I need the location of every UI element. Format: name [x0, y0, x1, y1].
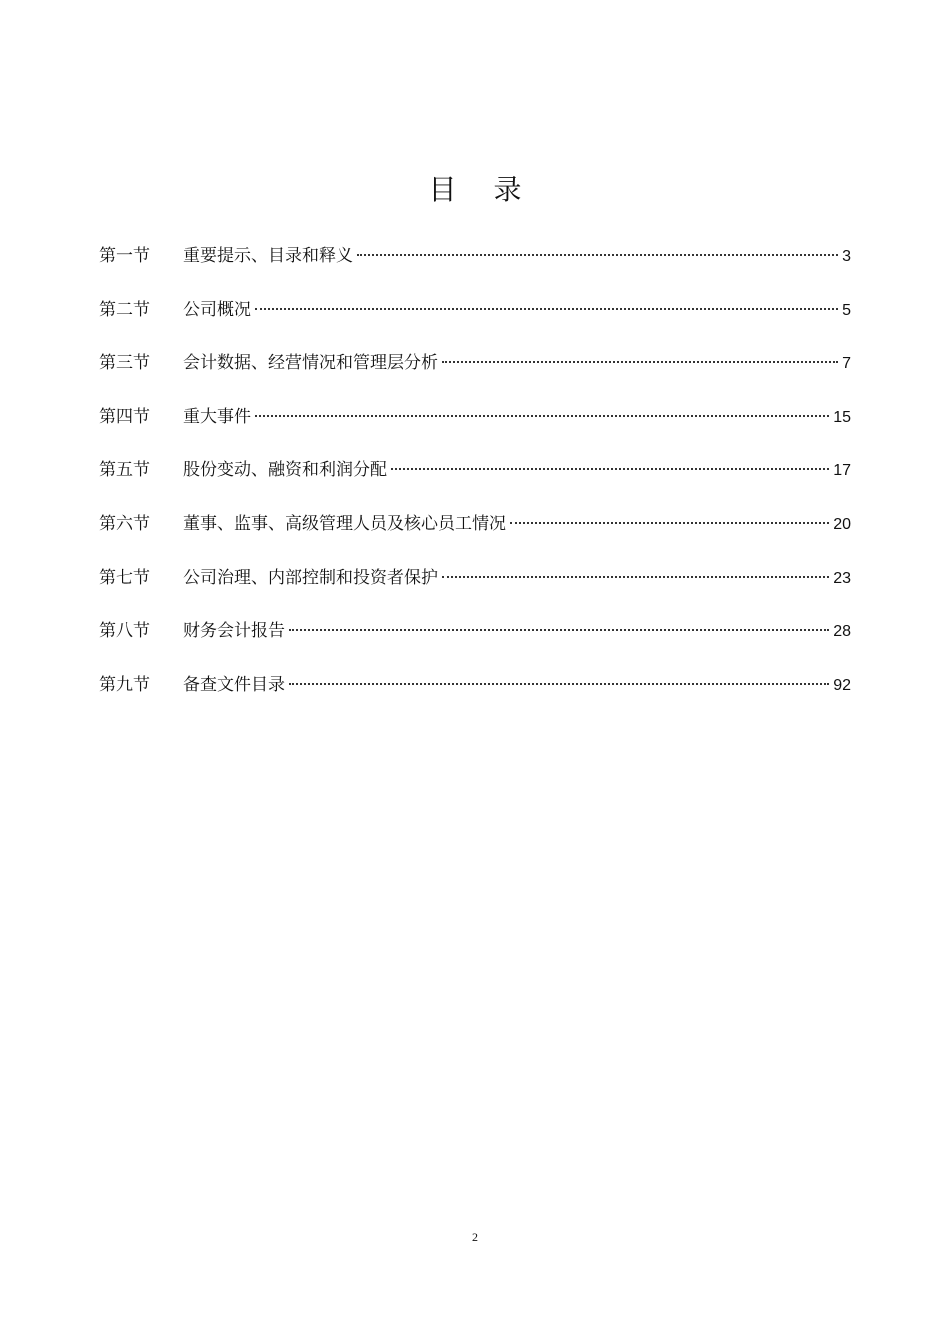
toc-page-number: 15 [833, 408, 851, 426]
dot-leader [357, 254, 838, 256]
toc-entry-title: 股份变动、融资和利润分配 [183, 460, 387, 481]
toc-entry-title: 重大事件 [183, 406, 251, 427]
toc-section-label: 第九节 [99, 674, 150, 695]
toc-page-number: 7 [842, 355, 851, 373]
toc-entry-4[interactable] [99, 401, 851, 455]
toc-section-label: 第一节 [99, 246, 150, 266]
table-of-contents [99, 240, 851, 722]
toc-section-label: 第八节 [99, 621, 150, 642]
toc-section-label: 第四节 [99, 406, 150, 427]
toc-section-label: 第六节 [99, 513, 150, 534]
toc-entry-title: 会计数据、经营情况和管理层分析 [183, 353, 438, 374]
toc-title: 目 录 [428, 173, 536, 206]
toc-page-number: 17 [833, 462, 851, 480]
dot-leader [255, 415, 829, 417]
toc-page-number: 92 [833, 676, 851, 694]
dot-leader [442, 361, 838, 363]
toc-section-label: 第三节 [99, 353, 150, 374]
toc-entry-title: 董事、监事、高级管理人员及核心员工情况 [183, 513, 506, 534]
toc-entry-2[interactable] [99, 294, 851, 348]
toc-entry-title: 公司治理、内部控制和投资者保护 [183, 567, 438, 588]
toc-page-number: 3 [842, 248, 851, 265]
dot-leader [510, 522, 829, 524]
dot-leader [255, 308, 838, 310]
toc-section-label: 第七节 [99, 567, 150, 588]
dot-leader [289, 629, 829, 631]
toc-page-number: 28 [833, 623, 851, 641]
toc-page-number: 5 [842, 301, 851, 319]
toc-entry-title: 备查文件目录 [183, 674, 285, 695]
toc-entry-7[interactable] [99, 562, 851, 616]
toc-entry-3[interactable] [99, 347, 851, 401]
toc-entry-9[interactable] [99, 669, 851, 723]
toc-section-label: 第二节 [99, 299, 150, 320]
toc-section-label: 第五节 [99, 460, 150, 481]
toc-entry-8[interactable] [99, 615, 851, 669]
page-number: 2 [472, 1230, 478, 1244]
toc-entry-1[interactable] [99, 240, 851, 294]
toc-page-number: 23 [833, 569, 851, 587]
dot-leader [442, 576, 829, 578]
dot-leader [391, 468, 829, 470]
toc-entry-5[interactable] [99, 454, 851, 508]
dot-leader [289, 683, 829, 685]
toc-entry-title: 财务会计报告 [183, 621, 285, 642]
toc-entry-title: 公司概况 [183, 299, 251, 320]
toc-entry-6[interactable] [99, 508, 851, 562]
toc-page-number: 20 [833, 515, 851, 533]
toc-entry-title: 重要提示、目录和释义 [183, 246, 353, 266]
